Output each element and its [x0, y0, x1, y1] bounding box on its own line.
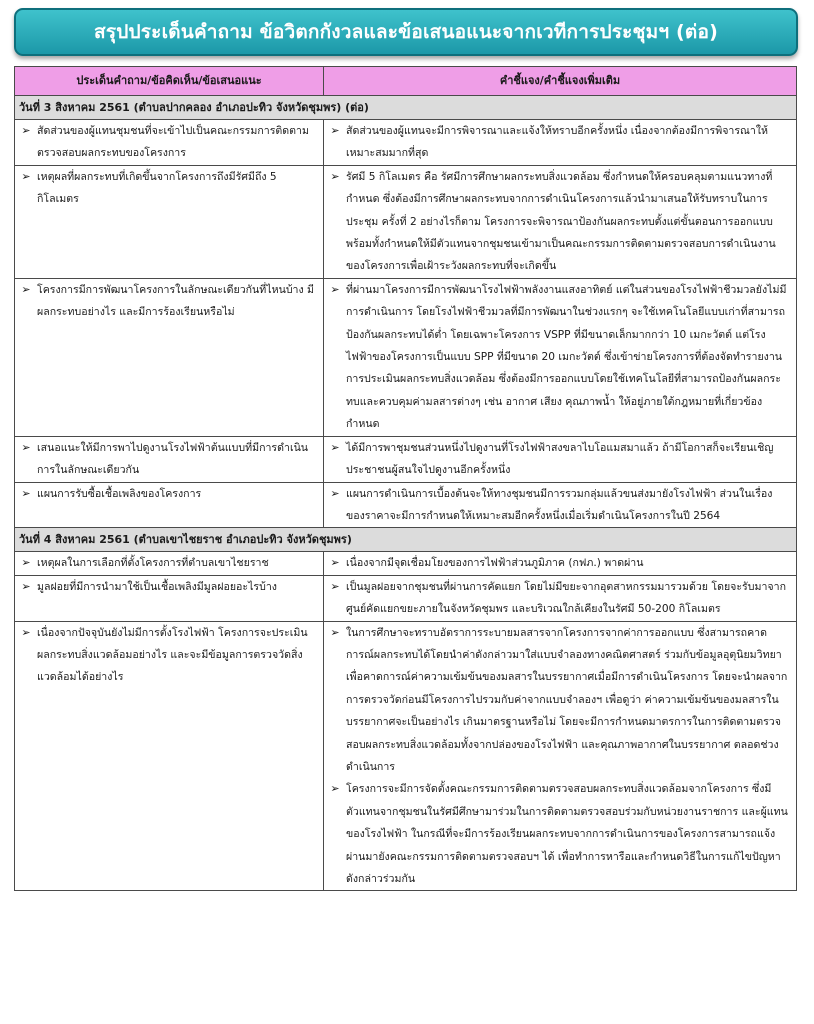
arrow-bullet-icon: ➢	[21, 124, 31, 137]
answer-text: ที่ผ่านมาโครงการมีการพัฒนาโรงไฟฟ้าพลังงานแสงอาทิตย์ แต่ในส่วนของโรงไฟฟ้าชีวมวลยังไม่มีการดำเนินการ โดยโรงไฟฟ้าชีวมวลที่มีการพัฒนาในช่วงแรกๆ จะใช้เทคโนโลยีแบบเก่าที่สามารถป้องกันผลกระทบได้ต่ำ โดยเฉพาะโครงการ VSPP ที่มีขนาดเล็กมากกว่า 10 เมกะวัตต์ แต่โรงไฟฟ้าของโครงการเป็นแบบ SPP ที่มีขนาด 20 เมกะวัตต์ ซึ่งเข้าข่ายโครงการที่ต้องจัดทำรายงานการประเมินผลกระทบสิ่งแวดล้อม ซึ่งต้องมีการออกแบบโดยใช้เทคโนโลยีที่สามารถป้องกันผลกระทบและควบคุมค่ามลสารต่างๆ เช่น อากาศ เสียง คุณภาพน้ำ ให้อยู่ภายใต้กฎหมายที่เกี่ยวข้องกำหนด	[346, 283, 787, 431]
answer-text: โครงการจะมีการจัดตั้งคณะกรรมการติดตามตรวจสอบผลกระทบสิ่งแวดล้อมจากโครงการ ซึ่งมีตัวแทนจากชุมชนในรัศมีศึกษามาร่วมในการติดตามตรวจสอบร่วมกับหน่วยงานราชการ และผู้แทนของโรงไฟฟ้า ในกรณีที่จะมีการร้องเรียนผลกระทบจากการดำเนินการของโครงการสามารถแจ้งผ่านมายังคณะกรรมการติดตามตรวจสอบฯ ได้ เพื่อทำการหารือและกำหนดวิธีในการแก้ไขปัญหาดังกล่าวร่วมกัน	[346, 783, 788, 885]
answer-text: รัศมี 5 กิโลเมตร คือ รัศมีการศึกษาผลกระทบสิ่งแวดล้อม ซึ่งกำหนดให้ครอบคลุมตามแนวทางที่กำหนด ซึ่งต้องมีการศึกษาผลกระทบจากการดำเนินโครงการแล้วนำมาเสนอให้รับทราบในการประชุม ครั้งที่ 2 อย่างไรก็ตาม โครงการจะพิจารณาป้องกันผลกระทบตั้งแต่ขั้นตอนการออกแบบ พร้อมทั้งกำหนดให้มีตัวแทนจากชุมชนเข้ามาเป็นคณะกรรมการติดตามตรวจสอบการดำเนินงานของโครงการเพื่อเฝ้าระวังผลกระทบที่จะเกิดขึ้น	[346, 170, 776, 273]
arrow-bullet-icon: ➢	[21, 282, 31, 296]
question-item	[15, 622, 323, 689]
question-item	[15, 120, 323, 165]
arrow-bullet-icon: ➢	[330, 486, 340, 500]
header-answers: คำชี้แจง/คำชี้แจงเพิ่มเติม	[324, 67, 797, 96]
question-text: เหตุผลที่ผลกระทบที่เกิดขึ้นจากโครงการถึงมีรัศมีถึง 5 กิโลเมตร	[37, 170, 277, 206]
answer-item	[324, 552, 796, 574]
answer-item	[324, 483, 796, 528]
question-item	[15, 166, 323, 211]
answer-text: เป็นมูลฝอยจากชุมชนที่ผ่านการคัดแยก โดยไม่มีขยะจากอุตสาหกรรมมารวมด้วย โดยจะรับมาจากศูนย์คัดแยกขยะภายในจังหวัดชุมพร และบริเวณใกล้เคียงในรัศมี 50-200 กิโลเมตร	[346, 580, 786, 616]
arrow-bullet-icon: ➢	[21, 556, 31, 570]
question-text: สัดส่วนของผู้แทนชุมชนที่จะเข้าไปเป็นคณะกรรมการติดตามตรวจสอบผลกระทบของโครงการ	[37, 125, 309, 160]
question-item	[15, 279, 323, 324]
answer-item	[324, 120, 796, 165]
day-header-aug-3: วันที่ 3 สิงหาคม 2561 (ตำบลปากคลอง อำเภอปะทิว จังหวัดชุมพร) (ต่อ)	[15, 96, 797, 120]
arrow-bullet-icon: ➢	[330, 579, 340, 593]
table-row	[15, 278, 797, 436]
question-text: เสนอแนะให้มีการพาไปดูงานโรงไฟฟ้าต้นแบบที่มีการดำเนินการในลักษณะเดียวกัน	[37, 441, 309, 477]
question-text: แผนการรับซื้อเชื้อเพลิงของโครงการ	[37, 487, 202, 500]
arrow-bullet-icon: ➢	[330, 782, 340, 796]
table-row	[15, 575, 797, 621]
header-questions: ประเด็นคำถาม/ข้อคิดเห็น/ข้อเสนอแนะ	[15, 67, 324, 96]
question-item	[15, 483, 323, 505]
page-title-banner	[14, 8, 798, 56]
question-text: เหตุผลในการเลือกที่ตั้งโครงการที่ตำบลเขาไชยราช	[37, 557, 269, 570]
arrow-bullet-icon: ➢	[21, 440, 31, 454]
answer-item	[324, 279, 796, 436]
arrow-bullet-icon: ➢	[330, 440, 340, 454]
day-row	[15, 528, 797, 552]
table-row	[15, 621, 797, 891]
page-title: สรุปประเด็นคำถาม ข้อวิตกกังวลและข้อเสนอแนะจากเวทีการประชุมฯ (ต่อ)	[94, 21, 718, 43]
arrow-bullet-icon: ➢	[330, 625, 340, 639]
question-text: เนื่องจากปัจจุบันยังไม่มีการตั้งโรงไฟฟ้า โครงการจะประเมินผลกระทบสิ่งแวดล้อมอย่างไร และจะมีข้อมูลการตรวจวัดสิ่งแวดล้อมได้อย่างไร	[37, 626, 308, 684]
arrow-bullet-icon: ➢	[21, 169, 31, 183]
table-row	[15, 552, 797, 575]
question-text: โครงการมีการพัฒนาโครงการในลักษณะเดียวกันที่ไหนบ้าง มีผลกระทบอย่างไร และมีการร้องเรียนหรือไม่	[37, 283, 315, 319]
question-item	[15, 552, 323, 574]
answer-text: แผนการดำเนินการเบื้องต้นจะให้ทางชุมชนมีการรวมกลุ่มแล้วขนส่งมายังโรงไฟฟ้า ส่วนในเรื่องของราคาจะมีการกำหนดให้เหมาะสมอีกครั้งหนึ่งเมื่อเริ่มดำเนินโครงการในปี 2564	[346, 487, 773, 522]
arrow-bullet-icon: ➢	[330, 282, 340, 296]
question-item	[15, 576, 323, 598]
question-item	[15, 437, 323, 482]
arrow-bullet-icon: ➢	[330, 556, 340, 570]
answer-item	[324, 437, 796, 482]
answer-text: เนื่องจากมีจุดเชื่อมโยงของการไฟฟ้าส่วนภูมิภาค (กฟภ.) พาดผ่าน	[346, 557, 644, 570]
arrow-bullet-icon: ➢	[330, 124, 340, 137]
table-row	[15, 120, 797, 166]
qa-table	[14, 66, 797, 891]
arrow-bullet-icon: ➢	[330, 169, 340, 183]
answer-text: ได้มีการพาชุมชนส่วนหนึ่งไปดูงานที่โรงไฟฟ้าสงขลาไบโอแมสมาแล้ว ถ้ามีโอกาสก็จะเรียนเชิญประชาชนผู้สนใจไปดูงานอีกครั้งหนึ่ง	[346, 441, 774, 477]
arrow-bullet-icon: ➢	[21, 625, 31, 639]
arrow-bullet-icon: ➢	[21, 486, 31, 500]
question-text: มูลฝอยที่มีการนำมาใช้เป็นเชื้อเพลิงมีมูลฝอยอะไรบ้าง	[37, 580, 277, 593]
answer-item	[324, 166, 796, 278]
table-row	[15, 482, 797, 528]
table-row	[15, 436, 797, 482]
day-row	[15, 96, 797, 120]
answer-item	[324, 576, 796, 621]
answer-text: สัดส่วนของผู้แทนจะมีการพิจารณาและแจ้งให้ทราบอีกครั้งหนึ่ง เนื่องจากต้องมีการพิจารณาให้เหมาะสมมากที่สุด	[346, 125, 768, 160]
answer-text: ในการศึกษาจะทราบอัตราการระบายมลสารจากโครงการจากค่าการออกแบบ ซึ่งสามารถคาดการณ์ผลกระทบได้โดยนำค่าดังกล่าวมาใส่แบบจำลองทางคณิตศาสตร์ ร่วมกับข้อมูลอุตุนิยมวิทยาเพื่อคาดการณ์ค่าความเข้มข้นของมลสารในบรรยากาศเมื่อมีการดำเนินโครงการ โดยจะนำผลจากการตรวจวัดก่อนมีโครงการไปรวมกับค่าจากแบบจำลองฯ เพื่อดูว่า ค่าความเข้มข้นของมลสารในบรรยากาศจะเป็นอย่างไร เกินมาตรฐานหรือไม่ โดยจะมีการกำหนดมาตรการในการติดตามตรวจสอบผลกระทบสิ่งแวดล้อมทั้งจากปล่องของโรงไฟฟ้า และคุณภาพอากาศในบรรยากาศ ตลอดช่วงดำเนินการ	[346, 626, 788, 773]
answer-item	[324, 778, 796, 890]
table-row	[15, 165, 797, 278]
day-header-aug-4: วันที่ 4 สิงหาคม 2561 (ตำบลเขาไชยราช อำเภอปะทิว จังหวัดชุมพร)	[15, 528, 797, 552]
answer-item	[324, 622, 796, 779]
arrow-bullet-icon: ➢	[21, 579, 31, 593]
table-header-row	[15, 67, 797, 96]
